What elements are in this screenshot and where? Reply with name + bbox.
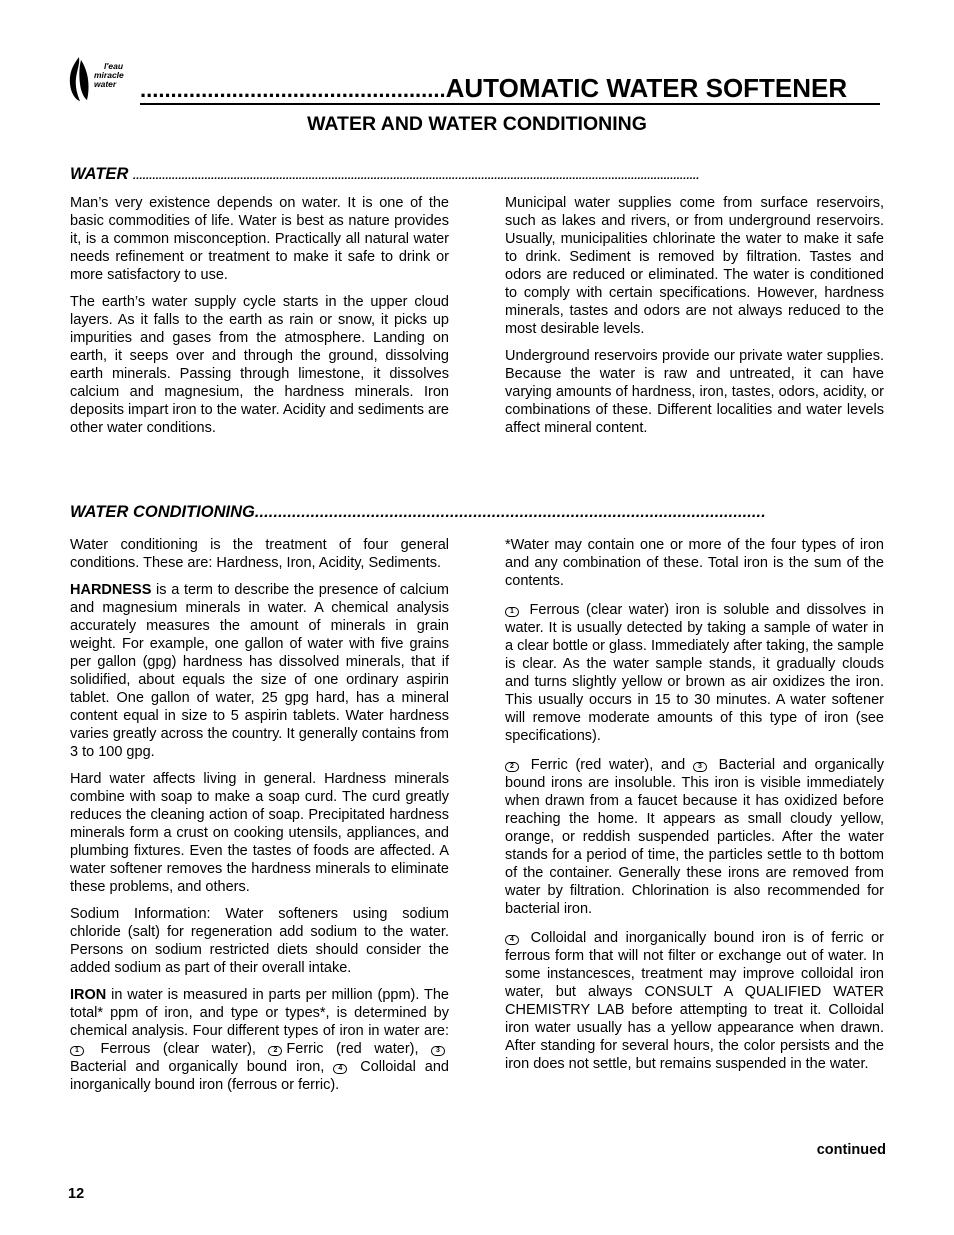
ferric-bacterial-iron-paragraph (505, 756, 884, 918)
section-heading-water-text: WATER (70, 165, 129, 183)
iron-paragraph (70, 986, 449, 1094)
colloidal-iron-text: Colloidal and inorganically bound iron is of ferric or ferrous form that will not filter or exchange out of water. In some instancesces, treatment may improve colloidal iron water, but always CONSULT A QUALIFIED WATER CHEMISTRY LAB before attempting to treat it. Colloidal iron water usually has a yellow appearance when drawn. After standing for several hours, the color persists and the iron does not settle, but remains suspended in the water. (505, 930, 884, 1072)
iron-type-3: Bacterial and organically bound iron, (70, 1059, 334, 1075)
water-paragraph-1: Man’s very existence depends on water. It is one of the basic commodities of life. Water is best as nature provides it, is a common misconception. Practically all natural water needs refinement or treatment to make it safe to drink or more satisfactory to use. (70, 195, 449, 283)
brand-logo (68, 54, 136, 102)
hardness-text: is a term to describe the presence of calcium and magnesium minerals in water. A chemical analysis accurately measures the amount of minerals in grain weight. For example, one gallon of water with five grains per gallon (gpg) hardness has dissolved minerals, that if solidified, about equals the size of one ordinary aspirin tablet. One gallon of water, 25 gpg hard, has a mineral content equal in size to 5 aspirin tablets. Water hardness varies greatly across the country. It generally contains from 3 to 100 gpg. (70, 582, 449, 760)
header-rule (140, 103, 880, 105)
page-number: 12 (68, 1186, 85, 1202)
water-left-column (70, 194, 449, 446)
bacterial-iron-text: Bacterial and organically bound irons are insoluble. This iron is visible immediately when drawn from a faucet because it has oxidized before reaching the home. It appears as small cloudy yellow, orange, or reddish suspended particles. After the water stands for a period of time, the particles settle to th bottom of the container. Generally these irons are removed from water by filtration. Chlorination is also recommended for bacterial iron. (505, 757, 884, 917)
number-2-icon: 2 (505, 762, 519, 772)
water-drop-logo-icon (68, 56, 90, 102)
ferric-iron-text: Ferric (red water), and (523, 757, 693, 773)
conditioning-right-column (505, 536, 884, 1082)
section-heading-water-dots: .............................................................................................................................................................................. (132, 170, 700, 182)
header-leader-dots: .................................................. (140, 77, 446, 102)
water-paragraph-3: Municipal water supplies come from surface reservoirs, such as lakes and rivers, or from underground reservoirs. Usually, municipalities chlorinate the water to make it safe to drink. Sediment is removed by filtration. Tastes and odors are reduced or eliminated. The water is conditioned to comply with certain specifications. However, hardness minerals, tastes and odors are not always reduced to the most desirable levels. (505, 195, 884, 337)
number-2-icon: 2 (268, 1046, 282, 1056)
number-1-icon: 1 (70, 1046, 84, 1056)
section-heading-water-conditioning (70, 502, 880, 523)
hard-water-paragraph: Hard water affects living in general. Hardness minerals combine with soap to make a soap curd. The curd greatly reduces the cleaning action of soap. Precipitated hardness minerals form a crust on cooking utensils, appliances, and plumbing fixtures. Even the tastes of foods are affected. A water softener removes the hardness minerals to eliminate these problems, and others. (70, 771, 449, 895)
header-title-text: AUTOMATIC WATER SOFTENER (445, 73, 848, 103)
iron-type-1: Ferrous (clear water), (88, 1041, 269, 1057)
sodium-information-paragraph: Sodium Information: Water softeners using sodium chloride (salt) for regeneration add sodium to the water. Persons on sodium restricted diets should consider the added sodium as part of their overall intake. (70, 906, 449, 976)
conditioning-intro-paragraph: Water conditioning is the treatment of four general conditions. These are: Hardness, Iron, Acidity, Sediments. (70, 537, 449, 571)
page-title: WATER AND WATER CONDITIONING (307, 113, 647, 135)
hardness-term: HARDNESS (70, 582, 152, 598)
iron-type-4: Colloidal and inorganically bound iron (ferrous or ferric). (70, 1059, 449, 1093)
colloidal-iron-paragraph (505, 929, 884, 1073)
header-title (140, 72, 880, 106)
iron-type-2: Ferric (red water), (286, 1041, 431, 1057)
number-3-icon: 3 (431, 1046, 445, 1056)
section-heading-conditioning-dots: .............................................................................................................. (254, 504, 766, 521)
number-1-icon: 1 (505, 607, 519, 617)
water-right-column (505, 194, 884, 446)
iron-footnote-paragraph: *Water may contain one or more of the four types of iron and any combination of these. Total iron is the sum of the contents. (505, 537, 884, 589)
ferrous-iron-paragraph (505, 601, 884, 745)
logo-text-line2: miracle (94, 70, 124, 80)
conditioning-left-column (70, 536, 449, 1103)
logo-text-line3: water (94, 79, 117, 89)
ferrous-iron-text: Ferrous (clear water) iron is soluble and dissolves in water. It is usually detected by taking a sample of water in a clear bottle or glass. Immediately after taking, the sample is clear. As the water sample stands, it gradually clouds and turns slightly yellow or brown as air oxidizes the iron. This usually occurs in 15 to 30 minutes. A water softener will remove moderate amounts of this type of iron (see specifications). (505, 602, 884, 744)
water-paragraph-2: The earth’s water supply cycle starts in the upper cloud layers. As it falls to the earth as rain or snow, it picks up impurities and gases from the atmosphere. Landing on earth, it seeps over and through the ground, dissolving earth minerals. Passing through limestone, it dissolves calcium and magnesium, the hardness minerals. Iron deposits impart iron to the water. Acidity and sediments are other water conditions. (70, 294, 449, 436)
number-3-icon: 3 (693, 762, 707, 772)
iron-term: IRON (70, 987, 107, 1003)
number-4-icon: 4 (505, 935, 519, 945)
logo-text-line1: l'eau (104, 61, 124, 71)
section-heading-water (70, 164, 880, 186)
section-heading-conditioning-text: WATER CONDITIONING (70, 503, 255, 521)
hardness-paragraph (70, 581, 449, 761)
iron-text-intro: in water is measured in parts per million (ppm). The total* ppm of iron, and type or types*, is determined by chemical analysis. Four different types of iron in water are: (70, 987, 449, 1039)
water-paragraph-4: Underground reservoirs provide our private water supplies. Because the water is raw and untreated, it can have varying amounts of hardness, iron, tastes, odors, acidity, or combinations of these. Different localities and water levels affect mineral content. (505, 348, 884, 436)
continued-label: continued (816, 1142, 886, 1158)
number-4-icon: 4 (333, 1064, 347, 1074)
